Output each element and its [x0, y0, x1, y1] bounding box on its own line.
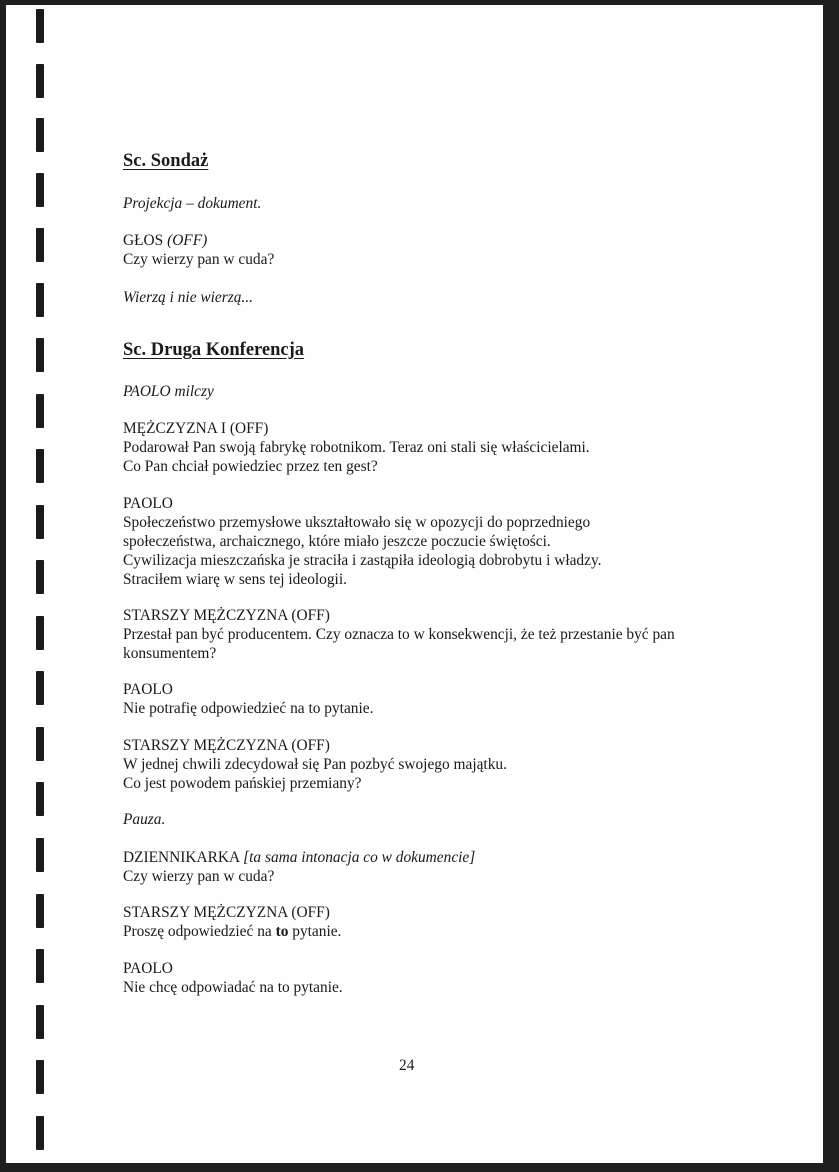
speaker-name: PAOLO: [123, 495, 173, 512]
dialogue-line: Społeczeństwo przemysłowe ukształtowało się w opozycji do poprzedniego: [123, 514, 591, 531]
stage-direction: Wierzą i nie wierzą...: [123, 289, 253, 306]
dialogue-line: Cywilizacja mieszczańska je straciła i zastąpiła ideologią dobrobytu i władzy.: [123, 552, 602, 569]
speaker-name: MĘŻCZYZNA I (OFF): [123, 420, 269, 437]
dialogue-line: Co jest powodem pańskiej przemiany?: [123, 775, 362, 792]
dialogue-line: Podarował Pan swoją fabrykę robotnikom. Teraz oni stali się właścicielami.: [123, 439, 590, 456]
stage-direction: Projekcja – dokument.: [123, 195, 262, 212]
page-number: 24: [399, 1057, 415, 1074]
speaker-name: PAOLO: [123, 960, 173, 977]
dialogue-line: W jednej chwili zdecydował się Pan pozbyć swojego majątku.: [123, 756, 507, 773]
dialogue-line: Nie potrafię odpowiedzieć na to pytanie.: [123, 700, 374, 717]
dialogue-line: Przestał pan być producentem. Czy oznacza to w konsekwencji, że też przestanie być pan: [123, 626, 675, 643]
speaker-name: DZIENNIKARKA [ta sama intonacja co w dokumencie]: [123, 849, 476, 866]
speaker-name: STARSZY MĘŻCZYZNA (OFF): [123, 737, 330, 754]
speaker-name: STARSZY MĘŻCZYZNA (OFF): [123, 607, 330, 624]
dialogue-line: konsumentem?: [123, 645, 217, 662]
speaker-name: PAOLO: [123, 681, 173, 698]
binding-holes: [36, 5, 48, 1163]
dialogue-line: Czy wierzy pan w cuda?: [123, 868, 275, 885]
stage-direction: Pauza.: [123, 811, 166, 828]
dialogue-line: Proszę odpowiedzieć na to pytanie.: [123, 923, 342, 940]
speaker-name: STARSZY MĘŻCZYZNA (OFF): [123, 904, 330, 921]
scene-heading-druga-konferencja: Sc. Druga Konferencja: [123, 340, 305, 360]
document-page: [6, 5, 823, 1163]
dialogue-line: Nie chcę odpowiadać na to pytanie.: [123, 979, 343, 996]
speaker-name: GŁOS (OFF): [123, 232, 208, 249]
dialogue-line: Co Pan chciał powiedziec przez ten gest?: [123, 458, 378, 475]
dialogue-line: społeczeństwa, archaicznego, które miało jeszcze poczucie świętości.: [123, 533, 551, 550]
dialogue-line: Czy wierzy pan w cuda?: [123, 251, 275, 268]
scene-heading-sondaz: Sc. Sondaż: [123, 151, 209, 171]
dialogue-line: Straciłem wiarę w sens tej ideologii.: [123, 571, 347, 588]
stage-direction: PAOLO milczy: [123, 383, 214, 400]
